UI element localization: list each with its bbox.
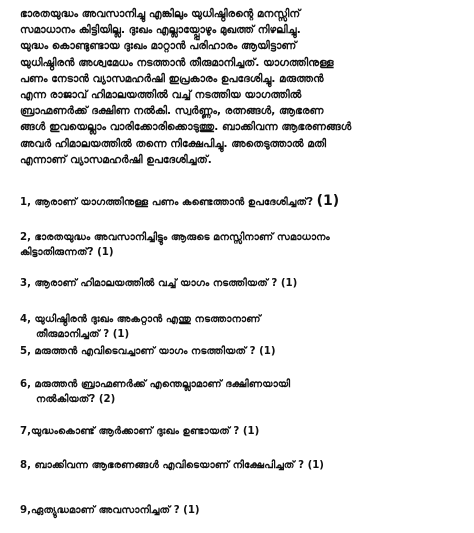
question-2 xyxy=(20,230,466,260)
question-1 xyxy=(20,194,466,210)
question-5 xyxy=(20,344,466,359)
passage-line: എന്ന രാജാവ് ഹിമാലയത്തിൽ വച്ച് നടത്തിയ യാഗത്തിൽ xyxy=(20,89,302,102)
question-3 xyxy=(20,276,466,291)
question-text: 7,യുദ്ധംകൊണ്ട് ആർക്കാണ് ദുഃഖം ഉണ്ടായത് ? (1) xyxy=(20,426,260,437)
question-text: 2, ഭാരതയുദ്ധം അവസാനിച്ചിട്ടും ആരുടെ മനസ്സിനാണ് സമാധാനം xyxy=(20,232,330,243)
question-text: 4, യുധിഷ്ഠിരൻ ദുഃഖം അകറ്റാൻ എന്തു നടത്താനാണ് xyxy=(20,314,261,325)
question-text: 5, മരുത്തൻ എവിടെവച്ചാണ് യാഗം നടത്തിയത് ? (1) xyxy=(20,346,276,357)
question-4 xyxy=(20,312,466,342)
reading-passage xyxy=(20,6,466,168)
question-text: 6, മരുത്തൻ ബ്രാഹ്മണർക്ക് എന്തെല്ലാമാണ് ദക്ഷിണയായി xyxy=(20,379,291,390)
passage-line: യുദ്ധം കൊണ്ടുണ്ടായ ദുഃഖം മാറ്റാൻ പരിഹാരം ആയിട്ടാണ് xyxy=(20,40,297,53)
passage-line: സമാധാനം കിട്ടിയില്ല. ദുഃഖം എല്ലായ്പ്പോഴും മുഖത്ത് നിഴലിച്ചു. xyxy=(20,24,301,37)
question-text: 1, ആരാണ് യാഗത്തിനുള്ള പണം കണ്ടെത്താൻ ഉപദേശിച്ചത്? xyxy=(20,197,314,208)
question-text: 8, ബാക്കിവന്ന ആഭരണങ്ങൾ എവിടെയാണ് നിക്ഷേപിച്ചത് ? (1) xyxy=(20,460,324,471)
passage-line: യുധിഷ്ഠിരൻ അശ്വമേധം നടത്താൻ തീരുമാനിച്ചത്. യാഗത്തിനുള്ള xyxy=(20,56,334,69)
question-text-continued: നൽകിയത്? (2) xyxy=(36,394,116,405)
question-7 xyxy=(20,424,466,439)
passage-line: ങ്ങൾ ഇവയെല്ലാം വാരിക്കോരിക്കൊടുത്തു. ബാക്കിവന്ന ആഭരണങ്ങൾ xyxy=(20,121,352,134)
question-8 xyxy=(20,458,466,473)
question-9 xyxy=(20,503,466,518)
question-text: 9,ഏത്യുദ്ധമാണ് അവസാനിച്ചത് ? (1) xyxy=(20,505,200,516)
question-6 xyxy=(20,377,466,407)
passage-line: പണം നേടാൻ വ്യാസമഹർഷി ഇപ്രകാരം ഉപദേശിച്ചു. മരുത്തൻ xyxy=(20,72,324,85)
passage-line: എന്നാണ് വ്യാസമഹർഷി ഉപദേശിച്ചത്. xyxy=(20,153,212,166)
passage-line: അവർ ഹിമാലയത്തിൽ തന്നെ നിക്ഷേപിച്ചു. അതെടുത്താൽ മതി xyxy=(20,137,327,150)
question-text-continued: കിട്ടാതിരുന്നത്? (1) xyxy=(20,247,114,258)
question-mark-value: (1) xyxy=(316,193,340,209)
passage-line: ബ്രാഹ്മണർക്ക് ദക്ഷിണ നൽകി. സ്വർണ്ണം, രത്നങ്ങൾ, ആഭരണ xyxy=(20,105,324,118)
question-text-continued: തീരുമാനിച്ചത് ? (1) xyxy=(36,329,130,340)
passage-line: ഭാരതയുദ്ധം അവസാനിച്ചു എങ്കിലും യുധിഷ്ഠിരന്റെ മനസ്സിന് xyxy=(20,8,301,20)
question-text: 3, ആരാണ് ഹിമാലയത്തിൽ വച്ച് യാഗം നടത്തിയത് ? (1) xyxy=(20,278,298,289)
